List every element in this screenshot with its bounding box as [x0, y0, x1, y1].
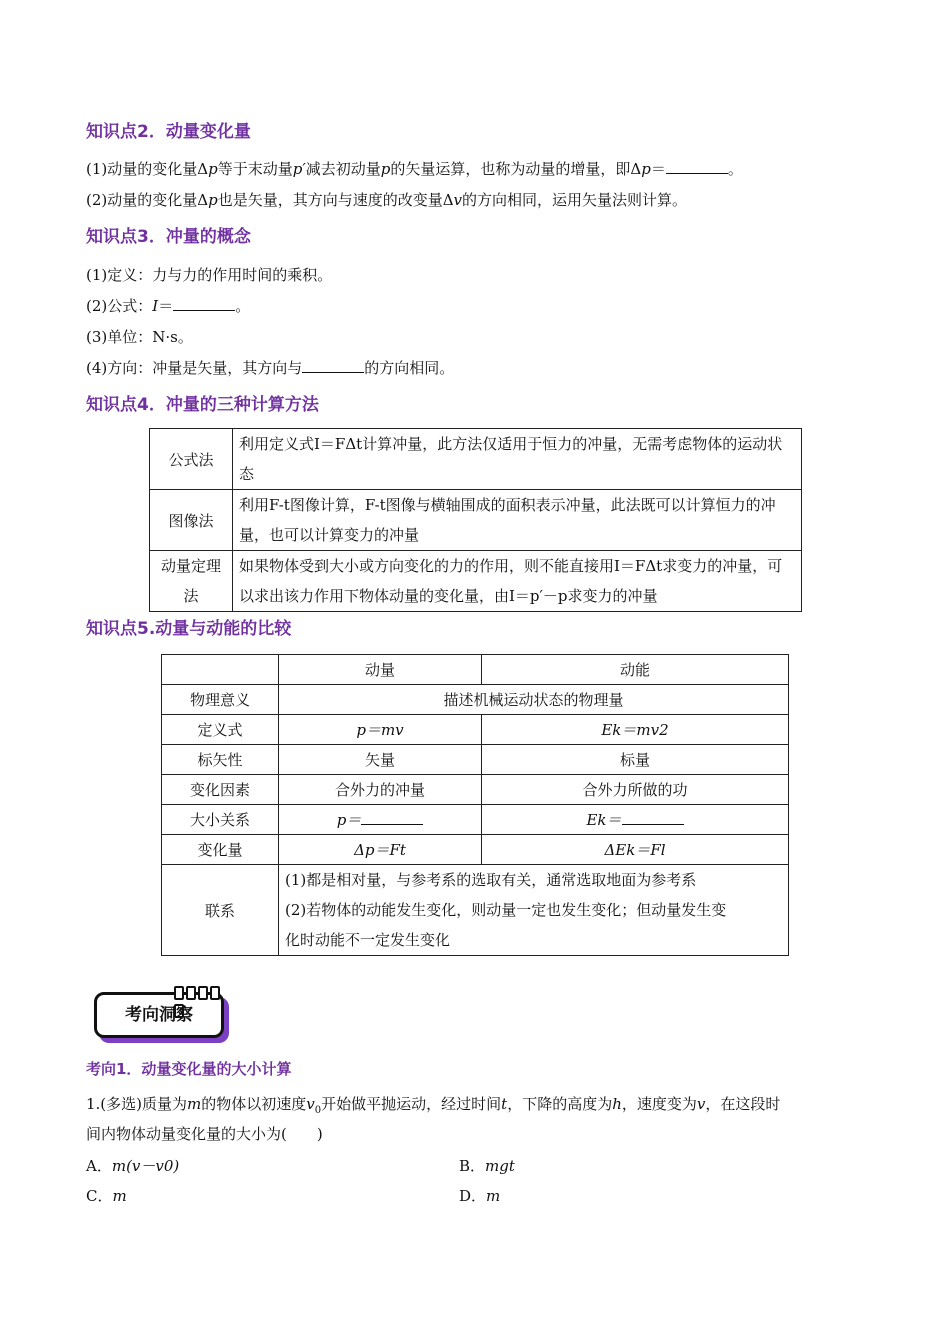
method-cell: 动量定理法	[150, 551, 233, 612]
row-label: 变化量	[162, 835, 279, 865]
table-row	[150, 551, 802, 612]
table-row	[162, 715, 789, 745]
kp3-line1: (1)定义：力与力的作用时间的乘积。	[86, 266, 333, 284]
badge-label: 考向洞察	[125, 1005, 193, 1025]
fill-blank	[622, 810, 684, 825]
table-row	[162, 805, 789, 835]
question-line1: 1.(多选)质量为m的物体以初速度$v_0$开始做平抛运动，经过时间t，下降的高度为h，速度变为v，在这段时	[86, 1095, 781, 1116]
method-cell: 公式法	[150, 429, 233, 490]
desc-cell: 如果物体受到大小或方向变化的力的作用，则不能直接用I＝FΔt求变力的冲量，可以求出该力作用下物体动量的变化量，由I＝p′－p求变力的冲量	[233, 551, 802, 612]
header-cell	[162, 655, 279, 685]
kp3-title: 知识点3．冲量的概念	[86, 227, 251, 247]
desc-cell: 利用定义式I＝FΔt计算冲量，此方法仅适用于恒力的冲量，无需考虑物体的运动状态	[233, 429, 802, 490]
option-c[interactable]: C．m	[86, 1187, 127, 1205]
method-cell: 图像法	[150, 490, 233, 551]
table-row	[162, 835, 789, 865]
table-cell: Ek＝	[482, 805, 789, 835]
section-badge	[94, 992, 228, 1036]
table-row	[162, 685, 789, 715]
table-row	[150, 429, 802, 490]
option-a[interactable]: A．m(v－v0)	[86, 1157, 180, 1175]
table-cell: Ek＝mv2	[482, 715, 789, 745]
table-header-row	[162, 655, 789, 685]
kx1-title: 考向1．动量变化量的大小计算	[86, 1060, 292, 1078]
row-label: 联系	[162, 865, 279, 956]
row-label: 定义式	[162, 715, 279, 745]
table-row	[162, 745, 789, 775]
option-b[interactable]: B．mgt	[459, 1157, 515, 1175]
row-label: 大小关系	[162, 805, 279, 835]
kp5-title: 知识点5.动量与动能的比较	[86, 619, 292, 639]
kp3-line3: (3)单位：N·s。	[86, 328, 193, 346]
table-cell: p＝	[279, 805, 482, 835]
kp3-line2: (2)公式：I＝ 。	[86, 297, 251, 315]
table-cell: 合外力的冲量	[279, 775, 482, 805]
row-label: 标矢性	[162, 745, 279, 775]
question-line2: 间内物体动量变化量的大小为( )	[86, 1125, 323, 1143]
table-cell: ΔEk＝Fl	[482, 835, 789, 865]
desc-cell: 利用F-t图像计算，F-t图像与横轴围成的面积表示冲量，此法既可以计算恒力的冲量，也可以计算变力的冲量	[233, 490, 802, 551]
row-label: 物理意义	[162, 685, 279, 715]
table-cell: 描述机械运动状态的物理量	[279, 685, 789, 715]
fill-blank	[361, 810, 423, 825]
fill-blank	[302, 358, 364, 373]
table-row	[162, 865, 789, 956]
table-cell: 合外力所做的功	[482, 775, 789, 805]
table-cell: 矢量	[279, 745, 482, 775]
option-d[interactable]: D．m	[459, 1187, 501, 1205]
table-row	[150, 490, 802, 551]
header-cell: 动能	[482, 655, 789, 685]
table-row	[162, 775, 789, 805]
header-cell: 动量	[279, 655, 482, 685]
kp3-line4: (4)方向：冲量是矢量，其方向与 的方向相同。	[86, 359, 455, 377]
table-cell: p＝mv	[279, 715, 482, 745]
fill-blank	[666, 159, 728, 174]
kp4-title: 知识点4．冲量的三种计算方法	[86, 395, 319, 415]
kp2-title: 知识点2．动量变化量	[86, 122, 251, 142]
fill-blank	[173, 296, 235, 311]
table-cell: (1)都是相对量，与参考系的选取有关，通常选取地面为参考系 (2)若物体的动能发生变化，则动量一定也发生变化；但动量发生变 化时动能不一定发生变化	[279, 865, 789, 956]
row-label: 变化因素	[162, 775, 279, 805]
impulse-methods-table	[149, 428, 802, 612]
table-cell: Δp＝Ft	[279, 835, 482, 865]
kp2-line2: (2)动量的变化量Δp也是矢量，其方向与速度的改变量Δv的方向相同，运用矢量法则计算。	[86, 191, 688, 209]
momentum-energy-table	[161, 654, 789, 956]
table-cell: 标量	[482, 745, 789, 775]
kp2-line1: (1)动量的变化量Δp等于末动量p′减去初动量p的矢量运算，也称为动量的增量，即Δp＝ 。	[86, 160, 743, 178]
